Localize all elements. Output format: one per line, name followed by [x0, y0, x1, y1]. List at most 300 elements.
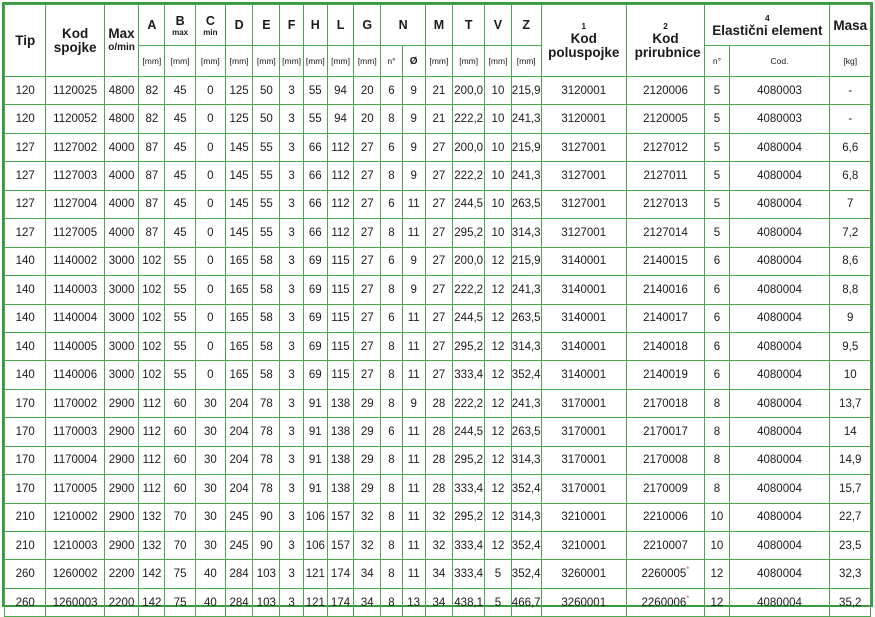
- cell-value: 9: [410, 397, 417, 410]
- table-cell: [485, 389, 511, 417]
- cell-value: 91: [308, 397, 322, 410]
- unit-masa: [kg]: [830, 46, 871, 77]
- header-Z: Z: [511, 5, 541, 46]
- cell-value: 27: [360, 170, 374, 183]
- cell-value: 204: [229, 482, 249, 495]
- table-cell: [354, 532, 381, 560]
- cell-value: 3127001: [561, 170, 607, 183]
- cell-value: 244,5: [454, 425, 484, 438]
- cell-value: 3140001: [561, 369, 607, 382]
- table-cell: [327, 361, 353, 389]
- cell-value: 45: [173, 226, 187, 239]
- cell-value: 15,7: [839, 482, 862, 495]
- header-M: M: [425, 5, 452, 46]
- cell-value: 27: [432, 255, 446, 268]
- cell-value: 2900: [108, 482, 135, 495]
- cell-value: 91: [308, 425, 322, 438]
- cell-value: 103: [256, 568, 276, 581]
- cell-value: 5: [713, 198, 721, 211]
- table-cell: [303, 418, 327, 446]
- table-cell: [425, 190, 452, 218]
- table-cell: [541, 77, 626, 105]
- cell-value: 3: [288, 283, 295, 296]
- cell-value: 10: [843, 369, 857, 382]
- cell-value: 6: [713, 369, 721, 382]
- table-cell: [195, 389, 225, 417]
- cell-value: 295,2: [454, 511, 484, 524]
- table-cell: [511, 162, 541, 190]
- cell-value: 11: [407, 425, 420, 438]
- header-B-sub: max: [172, 27, 189, 37]
- cell-value: 11: [407, 340, 420, 353]
- table-cell: [165, 304, 195, 332]
- table-cell: [225, 190, 252, 218]
- cell-value: 215,9: [511, 84, 541, 97]
- table-cell: [485, 588, 511, 616]
- table-cell: [354, 389, 381, 417]
- cell-value: 121: [305, 568, 325, 581]
- table-cell: [729, 332, 830, 360]
- table-cell: [830, 332, 871, 360]
- table-cell: [354, 304, 381, 332]
- unit-N-diameter: Ø: [402, 46, 425, 77]
- table-cell: [402, 361, 425, 389]
- cell-value: 23,5: [839, 539, 862, 552]
- table-cell: [485, 532, 511, 560]
- cell-value: 91: [308, 482, 322, 495]
- cell-value: 2140016: [643, 283, 688, 296]
- table-cell: [453, 389, 485, 417]
- cell-value: 9: [410, 170, 417, 183]
- cell-value: 66: [308, 226, 322, 239]
- table-row: [5, 532, 871, 560]
- table-cell: [303, 162, 327, 190]
- table-cell: [253, 162, 280, 190]
- cell-value: 0: [207, 369, 214, 382]
- table-cell: [280, 332, 303, 360]
- cell-value: 204: [229, 454, 249, 467]
- cell-value: 11: [407, 568, 420, 581]
- cell-value: 241,3: [511, 397, 541, 410]
- table-cell: [402, 588, 425, 616]
- table-cell: [46, 503, 105, 531]
- table-cell: [195, 532, 225, 560]
- table-cell: [303, 560, 327, 588]
- unit-N-count: n°: [381, 46, 402, 77]
- table-cell: [729, 77, 830, 105]
- cell-value: 29: [360, 454, 374, 467]
- cell-value: 145: [229, 141, 249, 154]
- cell-value: 7: [847, 198, 854, 211]
- cell-value: 2210007: [643, 539, 688, 552]
- cell-value: 6: [388, 84, 395, 97]
- table-cell: [165, 503, 195, 531]
- cell-value: 1170005: [53, 482, 98, 495]
- cell-value: 244,5: [454, 198, 484, 211]
- table-cell: [225, 389, 252, 417]
- table-cell: [195, 503, 225, 531]
- table-cell: [327, 389, 353, 417]
- table-cell: [830, 560, 871, 588]
- table-cell: [327, 77, 353, 105]
- cell-value: 3140001: [561, 340, 607, 353]
- table-cell: [104, 560, 138, 588]
- cell-value: 12: [710, 568, 724, 581]
- table-cell: [453, 133, 485, 161]
- table-cell: [46, 276, 105, 304]
- table-cell: [225, 560, 252, 588]
- table-cell: [195, 588, 225, 616]
- table-cell: [705, 133, 729, 161]
- cell-value: 4000: [108, 141, 135, 154]
- header-D: D: [225, 5, 252, 46]
- table-cell: [253, 276, 280, 304]
- cell-value: 174: [330, 568, 351, 581]
- spec-table-container: [2, 2, 873, 607]
- header-N: N: [381, 5, 425, 46]
- table-cell: [195, 418, 225, 446]
- cell-value: 32: [360, 511, 374, 524]
- table-cell: [402, 190, 425, 218]
- cell-value: 10: [491, 170, 505, 183]
- table-cell: [453, 276, 485, 304]
- cell-value: 2140015: [643, 255, 688, 268]
- table-cell: [453, 219, 485, 247]
- cell-value: 2127012: [643, 141, 688, 154]
- header-F: F: [280, 5, 303, 46]
- table-cell: [280, 389, 303, 417]
- coupling-spec-table: [4, 4, 871, 617]
- table-cell: [327, 276, 353, 304]
- table-cell: [402, 418, 425, 446]
- cell-value: 3: [288, 255, 295, 268]
- cell-value: 27: [360, 312, 374, 325]
- cell-value: 11: [407, 511, 420, 524]
- cell-value: 2900: [108, 511, 135, 524]
- cell-value: 60: [173, 454, 187, 467]
- table-cell: [485, 475, 511, 503]
- cell-value: 314,3: [511, 454, 541, 467]
- cell-value: 3: [288, 511, 295, 524]
- cell-value: 50: [259, 113, 273, 126]
- cell-value: 91: [308, 454, 322, 467]
- cell-value: 140: [15, 283, 35, 296]
- cell-value: 0: [207, 84, 214, 97]
- cell-value: 3: [288, 425, 295, 438]
- table-cell: [453, 532, 485, 560]
- table-cell: [381, 162, 402, 190]
- cell-value: 115: [331, 369, 350, 382]
- cell-value: 4080004: [757, 539, 802, 552]
- cell-value: 165: [229, 369, 249, 382]
- cell-value: 40: [203, 596, 217, 609]
- unit-H: [mm]: [303, 46, 327, 77]
- cell-value: 30: [203, 511, 217, 524]
- cell-value: 45: [173, 170, 187, 183]
- table-cell: [402, 560, 425, 588]
- cell-value: 3120001: [561, 113, 607, 126]
- table-cell: [381, 190, 402, 218]
- table-cell: [626, 276, 705, 304]
- cell-value: 8: [388, 283, 395, 296]
- cell-value: 241,3: [511, 283, 541, 296]
- table-cell: [425, 332, 452, 360]
- cell-value: 210: [15, 511, 35, 524]
- table-cell: [165, 247, 195, 275]
- table-cell: [381, 389, 402, 417]
- table-cell: [425, 560, 452, 588]
- cell-value: 6: [713, 255, 721, 268]
- cell-value: 145: [229, 170, 249, 183]
- cell-value: 8: [713, 397, 721, 410]
- table-cell: [5, 219, 46, 247]
- table-cell: [165, 475, 195, 503]
- cell-value: 8: [713, 454, 721, 467]
- cell-value: 94: [334, 84, 347, 97]
- table-cell: [195, 219, 225, 247]
- cell-value: 27: [360, 369, 374, 382]
- table-cell: [327, 588, 353, 616]
- cell-value: 82: [145, 84, 159, 97]
- footnote-star: *: [686, 565, 690, 575]
- table-row: [5, 418, 871, 446]
- table-cell: [354, 162, 381, 190]
- cell-value: 4080004: [757, 198, 802, 211]
- cell-value: 170: [15, 482, 35, 495]
- cell-value: 333,4: [454, 568, 484, 581]
- table-cell: [104, 304, 138, 332]
- cell-value: 6: [713, 312, 721, 325]
- cell-value: 3: [288, 369, 295, 382]
- table-cell: [402, 446, 425, 474]
- cell-value: 314,3: [511, 340, 541, 353]
- cell-value: 200,0: [454, 255, 484, 268]
- table-cell: [830, 418, 871, 446]
- table-cell: [253, 475, 280, 503]
- table-cell: [225, 219, 252, 247]
- cell-value: 78: [259, 482, 273, 495]
- cell-value: 27: [432, 226, 446, 239]
- table-cell: [225, 247, 252, 275]
- table-cell: [225, 503, 252, 531]
- cell-value: 4080003: [757, 84, 802, 97]
- table-cell: [46, 247, 105, 275]
- table-cell: [165, 105, 195, 133]
- cell-value: 1170004: [53, 454, 98, 467]
- table-cell: [541, 162, 626, 190]
- table-cell: [5, 247, 46, 275]
- cell-value: 138: [330, 425, 351, 438]
- cell-value: 40: [203, 568, 217, 581]
- table-cell: [303, 105, 327, 133]
- table-cell: [139, 418, 165, 446]
- cell-value: 1140002: [53, 255, 98, 268]
- table-cell: [381, 588, 402, 616]
- table-cell: [327, 133, 353, 161]
- cell-value: 55: [259, 141, 273, 154]
- table-cell: [511, 446, 541, 474]
- table-cell: [729, 446, 830, 474]
- cell-value: 14: [843, 425, 857, 438]
- cell-value: 2210006: [643, 511, 688, 524]
- cell-value: 6: [388, 255, 395, 268]
- cell-value: 333,4: [454, 539, 484, 552]
- table-cell: [381, 219, 402, 247]
- header-E: E: [253, 5, 280, 46]
- table-cell: [425, 532, 452, 560]
- cell-value: 3260001: [561, 596, 607, 609]
- table-cell: [626, 304, 705, 332]
- cell-value: 2200: [108, 568, 135, 581]
- table-cell: [280, 133, 303, 161]
- cell-value: 115: [331, 283, 350, 296]
- table-cell: [830, 389, 871, 417]
- table-cell: [139, 162, 165, 190]
- unit-B: [mm]: [165, 46, 195, 77]
- table-cell: [381, 77, 402, 105]
- table-cell: [354, 418, 381, 446]
- cell-value: 1127003: [53, 170, 98, 183]
- cell-value: 20: [360, 113, 374, 126]
- table-cell: [541, 389, 626, 417]
- table-cell: [303, 475, 327, 503]
- cell-value: 66: [308, 198, 322, 211]
- cell-value: 125: [229, 113, 249, 126]
- cell-value: 12: [710, 596, 724, 609]
- cell-value: 157: [330, 511, 351, 524]
- table-cell: [5, 418, 46, 446]
- table-cell: [165, 219, 195, 247]
- cell-value: 1210002: [52, 511, 98, 524]
- table-cell: [381, 332, 402, 360]
- table-cell: [729, 503, 830, 531]
- table-cell: [626, 77, 705, 105]
- header-C-label: C: [205, 13, 215, 28]
- cell-value: 8: [388, 596, 395, 609]
- cell-value: 4080004: [757, 568, 802, 581]
- table-cell: [5, 304, 46, 332]
- header-V: V: [485, 5, 511, 46]
- cell-value: 115: [331, 340, 350, 353]
- table-cell: [541, 276, 626, 304]
- table-cell: [485, 133, 511, 161]
- cell-value: 9: [410, 255, 417, 268]
- table-cell: [165, 77, 195, 105]
- cell-value: 9: [410, 283, 417, 296]
- cell-value: 10: [491, 198, 505, 211]
- cell-value: 263,5: [511, 198, 541, 211]
- table-cell: [830, 475, 871, 503]
- cell-value: 11: [407, 454, 420, 467]
- cell-value: 170: [15, 454, 35, 467]
- table-cell: [225, 133, 252, 161]
- table-cell: [253, 361, 280, 389]
- cell-value: 30: [203, 425, 217, 438]
- cell-value: 314,3: [511, 511, 541, 524]
- table-cell: [541, 446, 626, 474]
- cell-value: 204: [229, 425, 249, 438]
- cell-value: 210: [15, 539, 35, 552]
- table-row: [5, 361, 871, 389]
- table-cell: [830, 276, 871, 304]
- cell-value: 27: [432, 283, 446, 296]
- table-cell: [425, 304, 452, 332]
- cell-value: 112: [331, 198, 350, 211]
- cell-value: 6,6: [842, 141, 859, 154]
- cell-value: 222,2: [454, 283, 484, 296]
- header-max-label: Max: [108, 25, 135, 41]
- cell-value: 2170008: [643, 454, 688, 467]
- table-cell: [195, 276, 225, 304]
- cell-value: 12: [491, 511, 505, 524]
- cell-value: 4080004: [757, 397, 802, 410]
- table-cell: [511, 560, 541, 588]
- cell-value: 29: [360, 425, 374, 438]
- table-cell: [511, 532, 541, 560]
- cell-value: 3: [288, 397, 295, 410]
- table-cell: [729, 361, 830, 389]
- header-max: [104, 5, 138, 77]
- table-cell: [303, 190, 327, 218]
- cell-value: 10: [491, 84, 505, 97]
- table-cell: [139, 133, 165, 161]
- cell-value: 30: [203, 397, 217, 410]
- cell-value: 112: [331, 141, 350, 154]
- table-cell: [402, 503, 425, 531]
- cell-value: 4080004: [757, 312, 802, 325]
- table-cell: [303, 332, 327, 360]
- cell-value: 45: [173, 84, 187, 97]
- cell-value: 352,4: [511, 568, 541, 581]
- cell-value: 2127013: [643, 198, 688, 211]
- cell-value: 14,9: [839, 454, 862, 467]
- cell-value: 0: [207, 198, 214, 211]
- cell-value: 90: [259, 539, 273, 552]
- cell-value: 112: [142, 397, 161, 410]
- cell-value: 1120052: [53, 113, 98, 126]
- cell-value: 2140019: [643, 369, 688, 382]
- cell-value: 127: [15, 198, 35, 211]
- table-cell: [354, 247, 381, 275]
- table-cell: [195, 475, 225, 503]
- cell-value: 3: [288, 113, 295, 126]
- cell-value: 106: [305, 511, 325, 524]
- table-cell: [729, 418, 830, 446]
- cell-value: 112: [142, 425, 161, 438]
- table-cell: [46, 162, 105, 190]
- cell-value: 120: [15, 113, 35, 126]
- cell-value: 66: [308, 170, 322, 183]
- table-cell: [705, 219, 729, 247]
- table-cell: [511, 219, 541, 247]
- table-cell: [705, 162, 729, 190]
- cell-value: 200,0: [454, 84, 484, 97]
- cell-value: 27: [432, 141, 446, 154]
- table-cell: [541, 247, 626, 275]
- cell-value: 0: [207, 141, 214, 154]
- table-cell: [485, 332, 511, 360]
- table-body: [5, 77, 871, 617]
- table-cell: [511, 418, 541, 446]
- cell-value: 9: [410, 113, 417, 126]
- table-cell: [354, 105, 381, 133]
- cell-value: 12: [491, 539, 505, 552]
- table-cell: [453, 162, 485, 190]
- header-kod-poluspojke-num: 1: [581, 21, 587, 31]
- unit-F: [mm]: [280, 46, 303, 77]
- table-cell: [453, 190, 485, 218]
- table-cell: [46, 332, 105, 360]
